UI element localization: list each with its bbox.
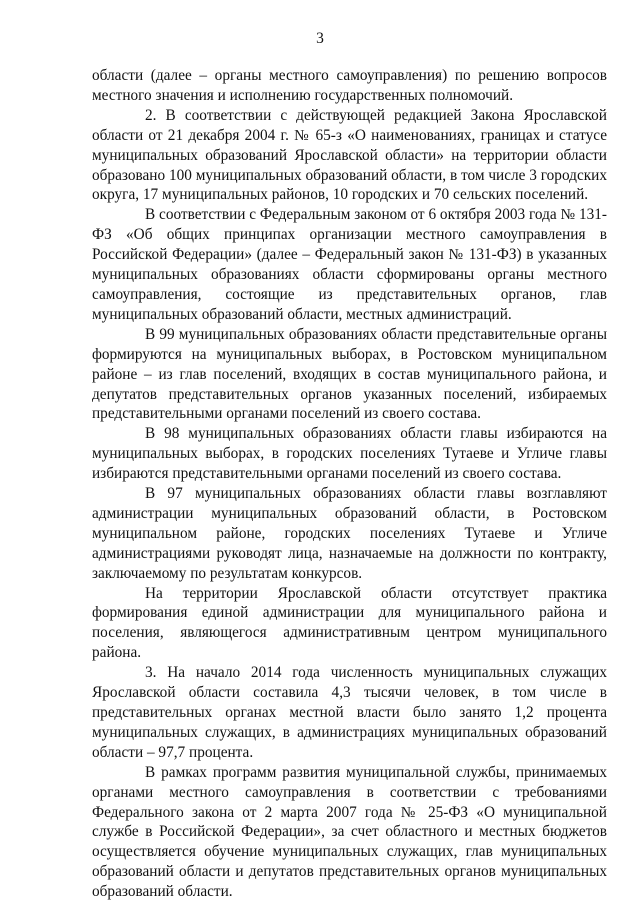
paragraph-continuation: области (далее – органы местного самоуправления) по решению вопросов местного значения и исполнению государственных полномочий. (92, 67, 607, 104)
paragraph-heads-election: В 98 муниципальных образованиях области главы избираются на муниципальных выборах, в городских поселениях Тутаеве и Угличе главы избираются представительными органами поселений из своего состава. (92, 425, 607, 483)
paragraph-federal-law-131: В соответствии с Федеральным законом от 6 октября 2003 года № 131-ФЗ «Об общих принципах организации местного самоуправления в Российской Федерации» (далее – Федеральный закон № 131-ФЗ) в указанных муниципальных образованиях области сформированы органы местного самоуправления, состоящие из представительных органов, глав муниципальных образований области, местных администраций. (92, 206, 607, 323)
paragraph-item-3-staff-count: 3. На начало 2014 года численность муниципальных служащих Ярославской области составила 4,3 тысячи человек, в том числе в представительных органах местной власти было занято 1,2 процента муниципальных служащих, в администрациях муниципальных образований области – 97,7 процента. (92, 664, 607, 761)
paragraph-administrations: В 97 муниципальных образованиях области главы возглавляют администрации муниципальных образований области, в Ростовском муниципальном районе, городских поселениях Тутаеве и Угличе администрациями руководят лица, назначаемые на должности по контракту, заключаемому по результатам конкурсов. (92, 485, 607, 582)
paragraph-representative-bodies: В 99 муниципальных образованиях области представительные органы формируются на муниципальных выборах, в Ростовском муниципальном районе – из глав поселений, входящих в состав муниципального района, и депутатов представительных органов указанных поселений, избираемых представительными органами поселений из своего состава. (92, 325, 607, 423)
paragraph-training-programs: В рамках программ развития муниципальной службы, принимаемых органами местного самоуправления в соответствии с требованиями Федерального закона от 2 марта 2007 года № 25-ФЗ «О муниципальной службе в Российской Федерации», за счет областного и местных бюджетов осуществляется обучение муниципальных служащих, глав муниципальных образований области и депутатов представительных органов муниципальных образований области. (92, 763, 607, 901)
page-number: 3 (316, 30, 324, 47)
document-body (92, 66, 607, 902)
paragraph-unified-administration: На территории Ярославской области отсутствует практика формирования единой администрации для муниципального района и поселения, являющегося административным центром муниципального района. (92, 584, 607, 662)
paragraph-item-2-municipalities-count: 2. В соответствии с действующей редакцией Закона Ярославской области от 21 декабря 2004 г. № 65-з «О наименованиях, границах и статусе муниципальных образований Ярославской области» на территории области образовано 100 муниципальных образований области, в том числе 3 городских округа, 17 муниципальных районов, 10 городских и 70 сельских поселений. (92, 106, 607, 204)
